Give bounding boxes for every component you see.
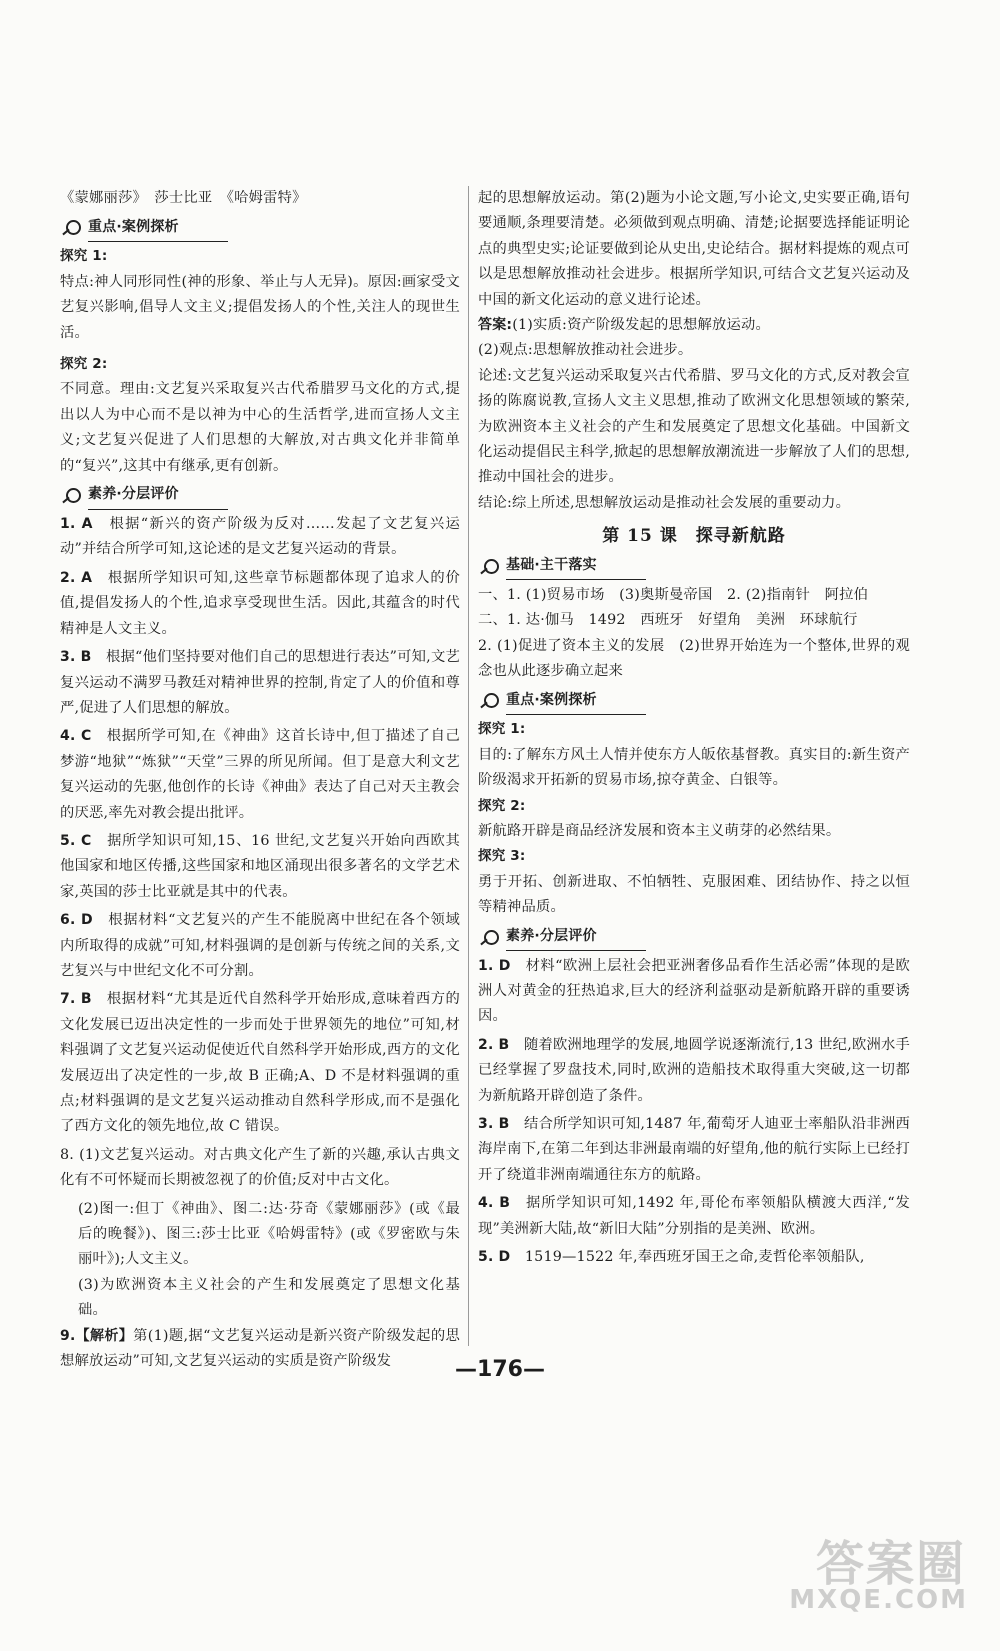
answer-key: 6. D: [60, 912, 93, 929]
answer-item: [60, 829, 460, 905]
answer-text: 随着欧洲地理学的发展,地圆学说逐渐流行,13 世纪,欧洲水手已经掌握了罗盘技术,同时,欧洲的造船技术取得重大突破,这一切都为新航路开辟创造了条件。: [478, 1036, 911, 1104]
answer-text: 根据“他们坚持要对他们自己的思想进行表达”可知,文艺复兴运动不满罗马教廷对精神世界的控制,肯定了人的价值和尊严,促进了人们思想的解放。: [60, 649, 460, 716]
section-heading: [60, 483, 460, 509]
answer-item: [60, 566, 460, 642]
answer-text: 根据所学知识可知,这些章节标题都体现了追求人的价值,提倡发扬人的个性,追求享受现世生活。因此,其蕴含的时代精神是人文主义。: [60, 569, 461, 637]
answer-key: 4. C: [60, 728, 92, 745]
answer-text: 根据材料“尤其是近代自然科学开始形成,意味着西方的文化发展已迈出决定性的一步而处于世界领先的地位”可知,材料强调了文艺复兴运动促使近代自然科学开始形成,西方的文化发展迈出了决定性的一步,故 B 正确;A、D 不是材料强调的重点;材料强调的是文艺复兴运动推动自然科学形成,而不是强化了西方文化的领先地位,故 C 错误。: [60, 991, 460, 1135]
answer-key: 1. A: [60, 516, 93, 533]
answer-text: 据所学知识可知,1492 年,哥伦布率领船队横渡大西洋,“发现”美洲新大陆,故“新旧大陆”分别指的是美洲、欧洲。: [478, 1195, 911, 1237]
answer-key: 9.【解析】: [60, 1327, 134, 1344]
page-number: —176—: [455, 1357, 545, 1382]
answer-text: 根据“新兴的资产阶级为反对……发起了文艺复兴运动”并结合所学可知,这论述的是文艺复兴运动的背景。: [60, 516, 460, 558]
question-label: 探究 1:: [60, 248, 108, 265]
answer-text: 结合所学知识可知,1487 年,葡萄牙人迪亚士率船队沿非洲西海岸南下,在第二年到达非洲最南端的好望角,他的航行实际上已经打开了绕道非洲南端通往东方的航路。: [478, 1116, 911, 1183]
section-title: 重点·案例探析: [506, 688, 646, 715]
answer-text: 二、1. 达·伽马 1492 西班牙 好望角 美洲 环球航行: [478, 612, 858, 629]
answer-item: [478, 1033, 910, 1109]
answer-text: (2)观点:思想解放推动社会进步。: [478, 342, 693, 359]
section-heading: [478, 554, 910, 580]
answer-text: 2. (1)促进了资本主义的发展 (2)世界开始连为一个整体,世界的观念也从此逐步确立起来: [478, 637, 910, 679]
section-heading: [60, 215, 460, 241]
answer-text: 结论:综上所述,思想解放运动是推动社会发展的重要动力。: [478, 494, 851, 511]
answer-key: 4. B: [478, 1195, 511, 1212]
answer-key: 3. B: [60, 649, 92, 666]
magnifier-icon: [478, 692, 500, 710]
answer-item: [478, 1112, 910, 1188]
answer-text: 一、1. (1)贸易市场 (3)奥斯曼帝国 2. (2)指南针 阿拉伯: [478, 586, 869, 603]
answer-item: (2)图一:但丁《神曲》、图二:达·芬奇《蒙娜丽莎》(或《最后的晚餐》)、图三:莎士比亚《哈姆雷特》(或《罗密欧与朱丽叶》);人文主义。: [78, 1200, 460, 1268]
answer-text: 勇于开拓、创新进取、不怕牺牲、克服困难、团结协作、持之以恒等精神品质。: [478, 873, 910, 916]
section-title: 重点·案例探析: [88, 215, 228, 242]
question-label: 探究 2:: [60, 356, 108, 373]
answer-item: 8. (1)文艺复兴运动。对古典文化产生了新的兴趣,承认古典文化有不可怀疑而长期被忽视了的价值;反对中古文化。: [60, 1146, 460, 1189]
answer-item: [60, 987, 460, 1139]
answer-key: 1. D: [478, 957, 511, 974]
answer-text: 目的:了解东方风土人情并使东方人皈依基督教。真实目的:新生资产阶级渴求开拓新的贸易市场,掠夺黄金、白银等。: [478, 746, 910, 789]
answer-text: 1519—1522 年,奉西班牙国王之命,麦哲伦率领船队,: [524, 1249, 865, 1266]
left-column: [60, 186, 460, 1377]
magnifier-icon: [60, 487, 82, 505]
answer-text: 据所学知识可知,15、16 世纪,文艺复兴开始向西欧其他国家和地区传播,这些国家和地区涌现出很多著名的文学艺术家,英国的莎士比亚就是其中的代表。: [60, 832, 460, 900]
answer-item: [478, 1191, 910, 1242]
question-label: 探究 3:: [478, 848, 526, 865]
answer-text: 不同意。理由:文艺复兴采取复兴古代希腊罗马文化的方式,提出以人为中心而不是以神为中心的生活哲学,进而宣扬人文主义;文艺复兴促进了人们思想的大解放,对古典文化并非简单的“复兴”,这其中有继承,更有创新。: [60, 381, 460, 474]
answer-key: 答案:: [478, 317, 513, 334]
answer-text: 材料“欧洲上层社会把亚洲奢侈品看作生活必需”体现的是欧洲人对黄金的狂热追求,巨大的经济利益驱动是新航路开辟的重要诱因。: [478, 957, 910, 1025]
top-line: 《蒙娜丽莎》 莎士比亚 《哈姆雷特》: [60, 190, 307, 206]
answer-text: 特点:神人同形同性(神的形象、举止与人无异)。原因:画家受文艺复兴影响,倡导人文主义;提倡发扬人的个性,关注人的现世生活。: [60, 273, 460, 341]
watermark-url: MXQE.COM: [789, 1585, 968, 1615]
answer-item: (3)为欧洲资本主义社会的产生和发展奠定了思想文化基础。: [78, 1276, 460, 1319]
answer-item: [60, 645, 460, 721]
answer-text: 新航路开辟是商品经济发展和资本主义萌芽的必然结果。: [478, 822, 841, 839]
section-heading: [478, 688, 910, 714]
answer-item: [60, 724, 460, 826]
answer-item: [60, 908, 460, 984]
question-label: 探究 2:: [478, 797, 526, 814]
answer-item: [60, 512, 460, 563]
watermark-text: 答案圈: [815, 1536, 966, 1592]
section-heading: [478, 925, 910, 951]
answer-key: 2. B: [478, 1036, 510, 1053]
answer-text: 论述:文艺复兴运动采取复兴古代希腊、罗马文化的方式,反对教会宣扬的陈腐说教,宣扬人文主义思想,推动了欧洲文化思想领域的繁荣,为欧洲资本主义社会的产生和发展奠定了思想文化基础。中国新文化运动提倡民主科学,掀起的思想解放潮流进一步解放了人们的思想,推动中国社会的进步。: [478, 367, 910, 486]
section-title: 基础·主干落实: [506, 553, 646, 580]
section-title: 素养·分层评价: [88, 482, 228, 509]
answer-key: 3. B: [478, 1116, 510, 1132]
answer-text: 第(1)题,据“文艺复兴运动是新兴资产阶级发起的思想解放运动”可知,文艺复兴运动的实质是资产阶级发: [60, 1327, 461, 1370]
section-title: 素养·分层评价: [506, 924, 646, 951]
answer-key: 2. A: [60, 569, 93, 586]
answer-text: 起的思想解放运动。第(2)题为小论文题,写小论文,史实要正确,语句要通顺,条理要清楚。必须做到观点明确、清楚;论据要选择能证明论点的典型史实;论证要做到论从史出,史论结合。据材料提炼的观点可以是思想解放推动社会进步。根据所学知识,可结合文艺复兴运动及中国的新文化运动的意义进行论述。: [478, 190, 910, 308]
answer-key: 5. C: [60, 832, 92, 849]
answer-key: 7. B: [60, 991, 92, 1008]
answer-text: (1)实质:资产阶级发起的思想解放运动。: [512, 317, 771, 334]
answer-item: [478, 954, 910, 1030]
right-column: [478, 186, 910, 1273]
column-divider: [468, 186, 469, 1346]
lesson-title: 第 15 课 探寻新航路: [602, 526, 786, 547]
answer-text: 根据所学可知,在《神曲》这首长诗中,但丁描述了自己梦游“地狱”“炼狱”“天堂”三界的所见所闻。但丁是意大利文艺复兴运动的先驱,他创作的长诗《神曲》表达了自己对天主教会的厌恶,率先对教会提出批评。: [60, 728, 460, 821]
answer-key: 5. D: [478, 1249, 511, 1266]
answer-text: 根据材料“文艺复兴的产生不能脱离中世纪在各个领域内所取得的成就”可知,材料强调的是创新与传统之间的关系,文艺复兴与中世纪文化不可分割。: [60, 912, 460, 979]
answer-item: [478, 1245, 910, 1270]
question-label: 探究 1:: [478, 721, 526, 738]
watermark-logo: [776, 1525, 976, 1635]
magnifier-icon: [478, 929, 500, 947]
magnifier-icon: [478, 558, 500, 576]
magnifier-icon: [60, 219, 82, 237]
